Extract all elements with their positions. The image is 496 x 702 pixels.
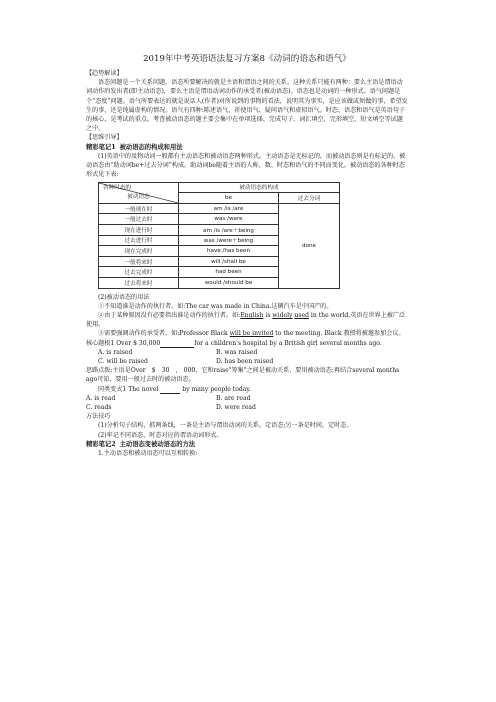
thinking-heading: 【思维引导】 — [86, 134, 123, 142]
table-row — [99, 203, 340, 214]
usage3-text: ③需要强调动作的承受者。如:Professor Black — [98, 330, 230, 338]
note2-line-1: 1.主动语态和被动语态可以互相转换: — [98, 450, 198, 458]
be-cell: was /were — [179, 214, 279, 225]
option-d: D. were read — [216, 404, 256, 412]
note2-label: 精彩笔记2 — [86, 440, 116, 448]
tense-cell: 过去进行时 — [99, 235, 179, 246]
usage-item-2 — [86, 311, 408, 329]
method-heading: 方法技巧 — [86, 413, 111, 421]
be-cell: would /should be — [179, 277, 279, 288]
note2-title: 主动语态变被动语态的方法 — [119, 440, 196, 448]
tense-cell: 一般现在时 — [99, 203, 179, 214]
variant-question-1 — [86, 385, 408, 394]
usage2-text: is — [263, 311, 273, 319]
overview-text: 语态问题是一个关系问题，语态所要解决的就是主语和谓语之间的关系。这种关系只能有两种：要么主语是谓语动词动作的发出者(即主动语态)，要么主语是谓语动词动作的承受者(被动语态)。语态也是动词的一种形式。语气问题是个“态度”问题。语气所要表达的就是说话人(作者)对所说到的事物的看法，说明其为事实，是应该做或须做的事，希望发生的事，还是纯属虚构的情况。语气有四种:陈述语气、祈使语气、疑问语气和虚拟语气。时态、语态和语气是英语句子的核心，是考试的重点。考查被动语态的题主要会集中在单项选择、完成句子、词汇填空、完形填空、短文填空等试题之中。 — [86, 79, 408, 133]
table-diagonal-header — [99, 182, 179, 203]
tense-cell: 过去将来时 — [99, 277, 179, 288]
usage2-text: ②由于某种原因没有必要指出谁是动作的执行者。如: — [98, 311, 241, 319]
be-cell: was /were＋being — [179, 235, 279, 246]
core1-text: for a children's hospital by a British girl several months ago. — [194, 339, 382, 347]
be-cell: am /is /are＋being — [179, 225, 279, 236]
usage-item-1: ①不知道谁是动作的执行者。如:The car was made in China.这辆汽车是中国产的。 — [98, 302, 333, 310]
usage3-underlined-phrase: will be invited — [229, 330, 274, 338]
note2-heading — [86, 440, 408, 449]
be-cell: will /shall be — [179, 256, 279, 267]
note1-heading — [86, 143, 408, 152]
be-cell: had been — [179, 267, 279, 278]
page-title: 2019年中考英语语法复习方案8《动词的语态和语气》 — [143, 54, 351, 64]
answer-blank — [160, 387, 180, 394]
header-diag-bottom: 被动语态 — [127, 193, 150, 200]
header-main: 被动语态的构成 — [179, 182, 340, 193]
overview-heading: 【趋势解读】 — [86, 70, 123, 77]
tense-cell: 现在进行时 — [99, 225, 179, 236]
be-cell: have /has been — [179, 246, 279, 257]
variant1-options-row — [86, 403, 408, 412]
option-a: A. is raised — [98, 348, 133, 356]
usage-heading: (2)被动语态的用法 — [98, 293, 150, 301]
usage3-text: to the meeting. Black 教授将被邀参加会议。 — [273, 330, 405, 338]
usage2-underlined-word: English — [240, 311, 264, 319]
usage2-text: in the world.英语在世界上被广泛使用。 — [86, 311, 406, 329]
option-b: B. are read — [216, 394, 251, 402]
header-be: be — [179, 193, 279, 204]
usage-item-3 — [86, 329, 408, 338]
analysis-1: 思路点拨:主语是Over $ 30 , 000，它和raise"筹集"之间是被动关系，要用被动语态;再结合several months ago可知，要用一般过去时的被动语态。 — [86, 367, 400, 384]
note1-intro: (1)英语中的及物动词一般都有主动语态和被动语态两种形式。主动语态是无标记的，而被动语态则是有标记的。被动语态由“助动词be+过去分词”构成。助动词be随着主语的人称、数、时态和语气的不同而变化。被动语态的各种时态形式见下表: — [86, 153, 406, 179]
method-item-2: (2)牢记不同语态、时态对应的谓语动词形式。 — [98, 431, 223, 439]
usage2-underlined-word: widely — [272, 311, 293, 319]
note1-title: 被动语态的构成和用法 — [119, 143, 183, 151]
note1-label: 精彩笔记1 — [86, 143, 116, 151]
core-question-1 — [86, 339, 408, 348]
header-diag-top: 各种时态的 — [103, 184, 131, 191]
usage2-underlined-word: used — [294, 311, 309, 319]
answer-blank — [160, 341, 194, 348]
core1-text: 核心题根1 Over $ 30,000 — [86, 339, 161, 347]
method-item-1: (1)分析句子结构，抓两条线，一条是主语与谓语动词的关系，定语态;另一条是时间，定时态。 — [98, 422, 353, 430]
core1-options-row — [86, 357, 408, 366]
header-pp: 过去分词 — [279, 193, 340, 204]
be-cell: am /is /are — [179, 203, 279, 214]
tense-cell: 一般过去时 — [99, 214, 179, 225]
variant1-text: 同类变式1 The novel — [98, 385, 159, 393]
document-page — [86, 52, 408, 458]
passive-tense-table — [98, 182, 340, 289]
option-c: C. reads — [86, 404, 112, 412]
variant1-options-row — [86, 394, 408, 403]
option-a: A. is read — [86, 394, 116, 402]
tense-cell: 现在完成时 — [99, 246, 179, 257]
core1-options-row — [86, 348, 408, 357]
tense-cell: 过去完成时 — [99, 267, 179, 278]
option-b: B. was raised — [216, 348, 258, 356]
tense-cell: 一般将来时 — [99, 256, 179, 267]
pp-cell: done — [279, 203, 340, 288]
variant1-text: by many people today. — [182, 385, 251, 393]
option-d: D. has been raised — [216, 358, 274, 365]
option-c: C. will be raised — [98, 358, 148, 365]
